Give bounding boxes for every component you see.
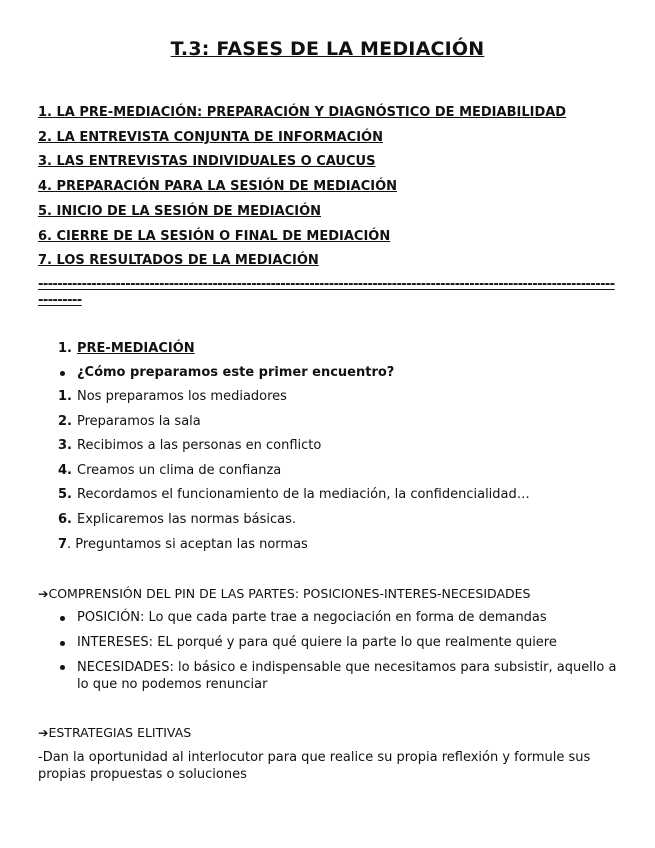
step-text: Creamos un clima de confianza [77,463,282,478]
pin-item-text: NECESIDADES: lo básico e indispensable que necesitamos para subsistir, aquello a lo que no podemos renunciar [77,660,617,692]
pin-item-text: INTERESES: EL porqué y para qué quiere la parte lo que realmente quiere [77,635,557,650]
bullet-dot [60,371,65,376]
toc-item: 6. CIERRE DE LA SESIÓN O FINAL DE MEDIACIÓN [38,228,391,244]
step-text: Recordamos el funcionamiento de la mediación, la confidencialidad… [77,487,530,502]
step-number: 4. [58,463,72,478]
section1-number: 1. [58,341,72,356]
toc-item: 2. LA ENTREVISTA CONJUNTA DE INFORMACIÓN [38,129,383,145]
step-number: 5. [58,487,72,502]
step-item [58,487,530,502]
toc-item: 1. LA PRE-MEDIACIÓN: PREPARACIÓN Y DIAGNÓSTICO DE MEDIABILIDAD [38,105,567,120]
step-item [58,414,201,429]
step-item [58,389,287,404]
section1-heading-row [58,341,195,356]
toc-item: 7. LOS RESULTADOS DE LA MEDIACIÓN [38,253,319,269]
strategies-text: -Dan la oportunidad al interlocutor para que realice su propia reflexión y formule sus propias propuestas o soluciones [38,750,591,782]
step-number: 7 [58,537,68,552]
strategies-heading: ➔ESTRATEGIAS ELITIVAS [38,725,192,740]
step-text: Nos preparamos los mediadores [77,389,287,404]
step-number: 6. [58,512,72,527]
pin-item-text: POSICIÓN: Lo que cada parte trae a negociación en forma de demandas [77,610,547,625]
separator-line: -------------------------------------------------------------------------------------------------------------------------------- [38,277,615,308]
section1-question: ¿Cómo preparamos este primer encuentro? [77,365,395,380]
step-number: 2. [58,414,72,429]
step-text: Recibimos a las personas en conflicto [77,438,322,453]
section1-heading: PRE-MEDIACIÓN [77,341,195,356]
toc-item: 3. LAS ENTREVISTAS INDIVIDUALES O CAUCUS [38,154,376,170]
page-title: T.3: FASES DE LA MEDIACIÓN [170,38,485,60]
step-item [58,438,321,453]
step-item [58,537,308,552]
step-item [58,512,296,527]
step-item [58,463,281,478]
step-number: 1. [58,389,72,404]
pin-heading: ➔COMPRENSIÓN DEL PIN DE LAS PARTES: POSICIONES-INTERES-NECESIDADES [38,586,531,601]
table-of-contents [38,101,566,274]
step-text: Explicaremos las normas básicas. [77,512,297,527]
step-text: Preparamos la sala [77,414,201,429]
bullet-dot [60,641,65,646]
bullet-dot [60,616,65,621]
toc-item: 5. INICIO DE LA SESIÓN DE MEDIACIÓN [38,203,321,219]
step-text: . Preguntamos si aceptan las normas [67,537,308,552]
bullet-dot [60,665,65,670]
step-number: 3. [58,438,72,453]
toc-item: 4. PREPARACIÓN PARA LA SESIÓN DE MEDIACIÓN [38,179,398,195]
